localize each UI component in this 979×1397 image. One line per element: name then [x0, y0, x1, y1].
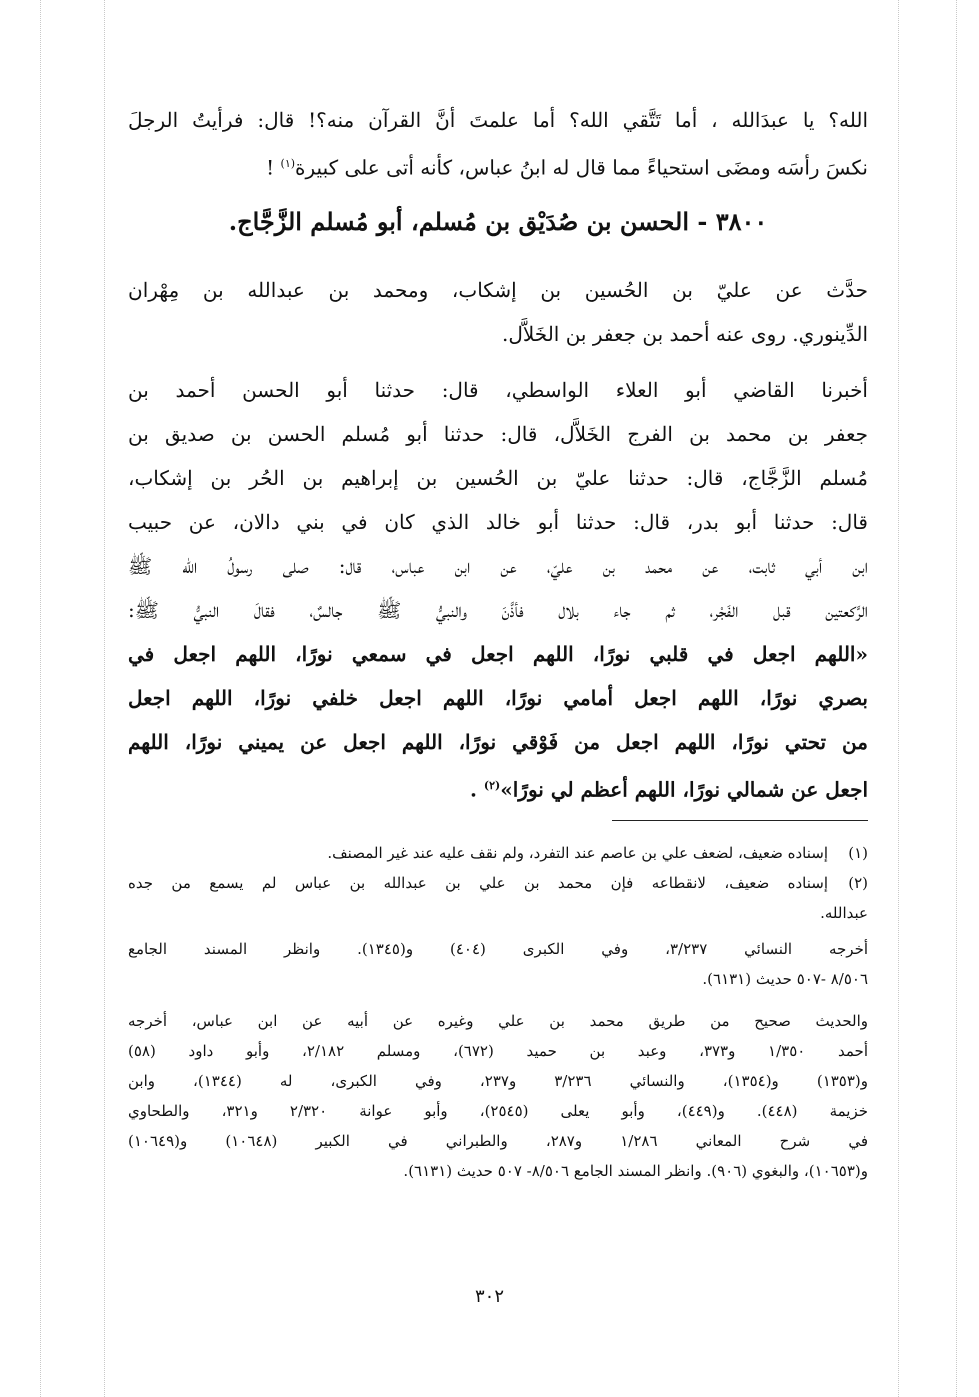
text-line: في شرح المعاني ١/٢٨٦ و٢٨٧، والطبراني في الكبير (١٠٦٤٨) و(١٠٦٤٩) — [128, 1132, 868, 1150]
text-line: و(١٣٥٣) و(١٣٥٤)، والنسائي ٣/٢٣٦ و٢٣٧، وفي الكبرى، له (١٣٤٤)، وابن — [128, 1072, 868, 1090]
footnote-text: إسناده ضعيف، لانقطاعه فإن محمد بن علي بن عبدالله بن عباس لم يسمع من جده — [128, 874, 828, 892]
text-line-end: . — [469, 777, 484, 802]
text-line: حدَّث عن عليّ بن الحُسين بن إشكاب، ومحمد بن عبدالله بن مِهْران — [128, 278, 868, 302]
text-line: ٨/٥٠٦ -٥٠٧ حديث (٦١٣١). — [702, 970, 868, 988]
footnote-marker: (٢) — [483, 779, 501, 792]
takhrij-paragraph — [128, 1006, 868, 1186]
text-line: من تحتي نورًا، اللهم اجعل من فَوْقي نورًا، اللهم اجعل عن يميني نورًا، اللهم — [128, 730, 868, 754]
scan-guide-line — [956, 0, 957, 1397]
text-line: خزيمة (٤٤٨). و(٤٤٩)، وأبو يعلى (٢٥٤٥)، وأبو عوانة ٢/٣٢٠ و٣٢١، والطحاوي — [128, 1102, 868, 1120]
scan-guide-line — [104, 0, 105, 1397]
biography-heading: ٣٨٠٠ - الحسن بن صُدَيْق بن مُسلم، أبو مُسلم الزَّجَّاج. — [228, 207, 768, 236]
text-line: و(١٠٦٥٣)، والبغوي (٩٠٦). وانظر المسند الجامع ٨/٥٠٦- ٥٠٧ حديث (٦١٣١). — [403, 1162, 868, 1180]
text-line: الرَّكعتين قبل الفَجْر، ثم جاء بلال فأذَّنَ والنبيُّ ﷺ جالسٌ، فقالَ النبيُّ ﷺ: — [128, 598, 868, 622]
footnote — [128, 838, 868, 868]
footnote-marker: (١) — [280, 157, 296, 170]
text-line-end: ! — [266, 155, 281, 180]
text-line-body: اجعل عن شمالي نورًا، اللهم أعظم لي نورًا» — [500, 777, 868, 802]
text-line — [128, 764, 868, 808]
takhrij-paragraph — [128, 934, 868, 994]
text-line: بصري نورًا، اللهم اجعل أمامي نورًا، اللهم اجعل خلفي نورًا، اللهم اجعل — [128, 686, 868, 710]
text-line: مُسلم الزَّجَّاج، قال: حدثنا عليّ بن الحُسين بن إبراهيم بن الحُر بن إشكاب، — [128, 466, 868, 490]
hadith-paragraph — [128, 368, 868, 808]
text-line: أحمد ١/٣٥٠ و٣٧٣، وعبد بن حميد (٦٧٢)، ومسلم ٢/١٨٢، وأبو داود (٥٨) — [128, 1042, 868, 1060]
scan-guide-line — [898, 0, 899, 1397]
intro-paragraph — [128, 98, 868, 186]
text-line — [128, 142, 868, 186]
footnotes — [128, 838, 868, 928]
footnote-continuation: عبدالله. — [820, 904, 868, 922]
text-line: أخبرنا القاضي أبو العلاء الواسطي، قال: حدثنا أبو الحسن أحمد بن — [128, 378, 868, 402]
footnote — [128, 868, 868, 898]
text-line: الله؟ يا عبدَالله ، أما تَتَّقي الله؟ أما علمتَ أنَّ القرآن منه؟! قال: فرأيتُ الرجلَ — [128, 108, 868, 132]
text-line: جعفر بن محمد بن الفرج الخَلاَّل، قال: حدثنا أبو مُسلم الحسن بن صديق بن — [128, 422, 868, 446]
page-number: ٣٠٢ — [474, 1286, 504, 1307]
footnote-separator — [612, 820, 868, 821]
footnote-number: (٢) — [848, 874, 868, 892]
text-line-body: نكسَ رأسَه ومضَى استحياءً مما قال له ابنُ عباس، كأنه أتى على كبيرة — [295, 155, 868, 180]
text-line: «اللهم اجعل في قلبي نورًا، اللهم اجعل في سمعي نورًا، اللهم اجعل في — [128, 642, 868, 666]
footnote-text: إسناده ضعيف، لضعف علي بن عاصم عند التفرد، ولم نقف عليه عند غير المصنف. — [327, 844, 828, 862]
scan-guide-line — [40, 0, 41, 1397]
biography-paragraph — [128, 268, 868, 356]
text-line: الدِّينوري. روى عنه أحمد بن جعفر بن الخَلاَّل. — [501, 322, 868, 346]
text-line: ابن أبي ثابت، عن محمد بن عليّ، عن ابن عباس، قال: صلى رسولُ الله ﷺ — [128, 554, 868, 578]
text-line: والحديث صحيح من طريق محمد بن علي وغيره عن أبيه عن ابن عباس، أخرجه — [128, 1012, 868, 1030]
text-line: أخرجه النسائي ٣/٢٣٧، وفي الكبرى (٤٠٤) و(١٣٤٥). وانظر المسند الجامع — [128, 940, 868, 958]
footnote-number: (١) — [848, 844, 868, 862]
text-line: قال: حدثنا أبو بدر، قال: حدثنا أبو خالد الذي كان في بني دالان، عن حبيب — [128, 510, 868, 534]
